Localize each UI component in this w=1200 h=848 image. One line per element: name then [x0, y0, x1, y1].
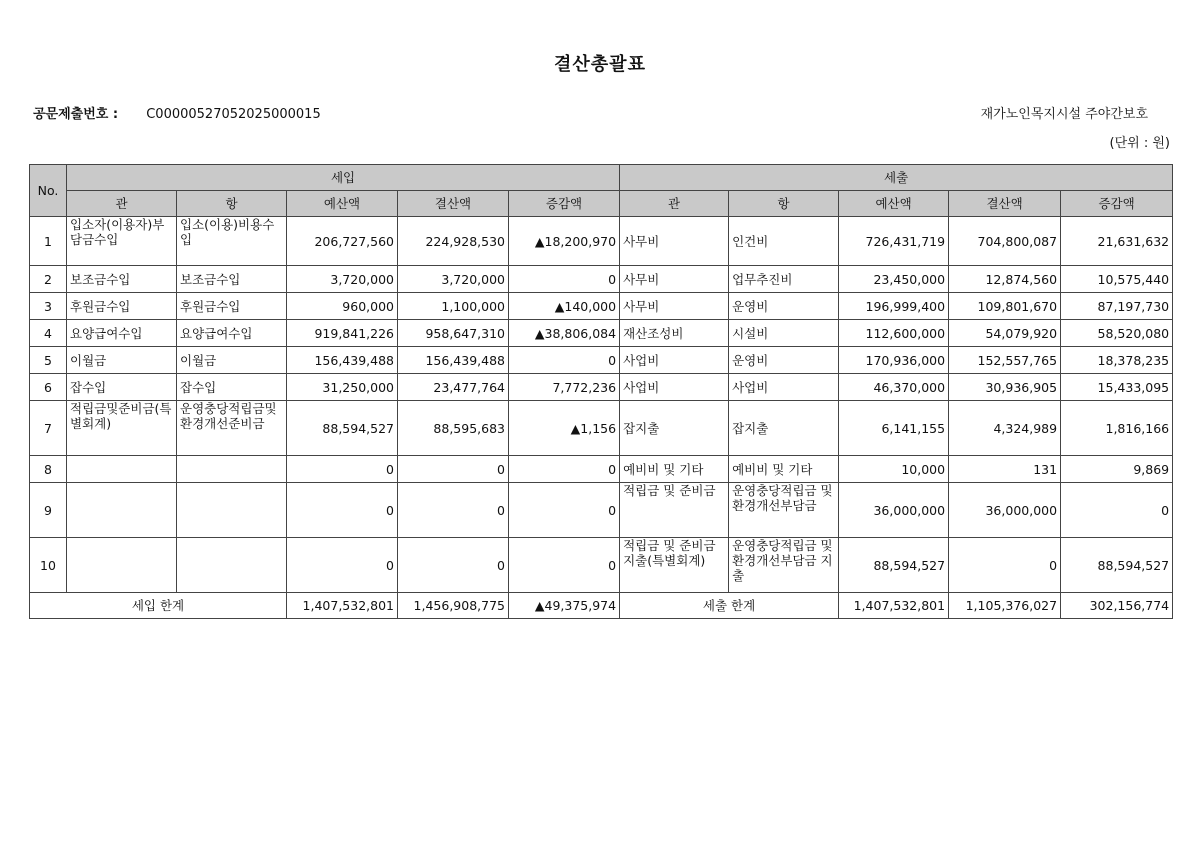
expense-budget: 23,450,000 — [839, 266, 949, 293]
row-no: 1 — [30, 217, 67, 266]
expense-settled: 30,936,905 — [949, 374, 1061, 401]
revenue-diff: 0 — [509, 538, 620, 593]
expense-diff: 21,631,632 — [1061, 217, 1173, 266]
table-row — [30, 456, 1173, 483]
revenue-diff: ▲38,806,084 — [509, 320, 620, 347]
row-no: 3 — [30, 293, 67, 320]
expense-settled: 152,557,765 — [949, 347, 1061, 374]
expense-budget: 10,000 — [839, 456, 949, 483]
row-no: 6 — [30, 374, 67, 401]
revenue-budget: 31,250,000 — [287, 374, 398, 401]
revenue-settled: 88,595,683 — [398, 401, 509, 456]
revenue-budget: 0 — [287, 456, 398, 483]
header-r-settled: 결산액 — [398, 191, 509, 217]
revenue-settled: 224,928,530 — [398, 217, 509, 266]
revenue-settled: 3,720,000 — [398, 266, 509, 293]
expense-gwan: 예비비 및 기타 — [620, 456, 729, 483]
revenue-settled: 156,439,488 — [398, 347, 509, 374]
expense-gwan: 재산조성비 — [620, 320, 729, 347]
revenue-settled: 0 — [398, 483, 509, 538]
unit-label: (단위 : 원) — [1109, 136, 1170, 151]
header-expense: 세출 — [620, 165, 1173, 191]
table-row — [30, 293, 1173, 320]
revenue-diff: 7,772,236 — [509, 374, 620, 401]
expense-budget: 36,000,000 — [839, 483, 949, 538]
expense-gwan: 사무비 — [620, 217, 729, 266]
expense-budget: 6,141,155 — [839, 401, 949, 456]
expense-diff: 10,575,440 — [1061, 266, 1173, 293]
revenue-settled: 23,477,764 — [398, 374, 509, 401]
revenue-hang: 이월금 — [177, 347, 287, 374]
revenue-settled: 0 — [398, 538, 509, 593]
revenue-budget: 88,594,527 — [287, 401, 398, 456]
revenue-diff: ▲1,156 — [509, 401, 620, 456]
expense-gwan: 사무비 — [620, 266, 729, 293]
revenue-diff: 0 — [509, 347, 620, 374]
revenue-diff: 0 — [509, 483, 620, 538]
facility-name: 재가노인목지시설 주야간보호 — [980, 107, 1148, 122]
expense-settled: 54,079,920 — [949, 320, 1061, 347]
expense-budget: 726,431,719 — [839, 217, 949, 266]
total-row — [30, 593, 1173, 619]
expense-budget: 112,600,000 — [839, 320, 949, 347]
expense-hang: 운영비 — [729, 347, 839, 374]
revenue-gwan: 후원금수입 — [67, 293, 177, 320]
expense-gwan: 사업비 — [620, 374, 729, 401]
row-no: 4 — [30, 320, 67, 347]
expense-settled: 109,801,670 — [949, 293, 1061, 320]
expense-budget: 88,594,527 — [839, 538, 949, 593]
expense-total-diff: 302,156,774 — [1061, 593, 1173, 619]
header-r-hang: 항 — [177, 191, 287, 217]
expense-gwan: 적립금 및 준비금 지출(특별회계) — [620, 538, 729, 593]
expense-gwan: 잡지출 — [620, 401, 729, 456]
revenue-budget: 0 — [287, 483, 398, 538]
revenue-hang — [177, 538, 287, 593]
header-no: No. — [30, 165, 67, 217]
revenue-hang: 후원금수입 — [177, 293, 287, 320]
revenue-total-label: 세입 한계 — [30, 593, 287, 619]
table-row — [30, 483, 1173, 538]
revenue-gwan: 잡수입 — [67, 374, 177, 401]
header-e-gwan: 관 — [620, 191, 729, 217]
header-r-gwan: 관 — [67, 191, 177, 217]
expense-settled: 131 — [949, 456, 1061, 483]
revenue-settled: 958,647,310 — [398, 320, 509, 347]
table-row — [30, 401, 1173, 456]
row-no: 9 — [30, 483, 67, 538]
revenue-settled: 1,100,000 — [398, 293, 509, 320]
header-e-hang: 항 — [729, 191, 839, 217]
revenue-gwan: 입소자(이용자)부담금수입 — [67, 217, 177, 266]
revenue-hang — [177, 456, 287, 483]
revenue-total-budget: 1,407,532,801 — [287, 593, 398, 619]
expense-diff: 58,520,080 — [1061, 320, 1173, 347]
revenue-gwan: 이월금 — [67, 347, 177, 374]
row-no: 5 — [30, 347, 67, 374]
revenue-budget: 206,727,560 — [287, 217, 398, 266]
expense-settled: 4,324,989 — [949, 401, 1061, 456]
revenue-hang: 요양급여수입 — [177, 320, 287, 347]
expense-gwan: 사무비 — [620, 293, 729, 320]
row-no: 2 — [30, 266, 67, 293]
revenue-hang: 입소(이용)비용수입 — [177, 217, 287, 266]
row-no: 8 — [30, 456, 67, 483]
revenue-gwan: 요양급여수입 — [67, 320, 177, 347]
table-row — [30, 266, 1173, 293]
expense-budget: 46,370,000 — [839, 374, 949, 401]
table-row — [30, 374, 1173, 401]
expense-hang: 잡지출 — [729, 401, 839, 456]
row-no: 10 — [30, 538, 67, 593]
expense-settled: 12,874,560 — [949, 266, 1061, 293]
header-e-settled: 결산액 — [949, 191, 1061, 217]
revenue-gwan — [67, 538, 177, 593]
revenue-hang: 잡수입 — [177, 374, 287, 401]
doc-number-label: 공문제출번호 : — [33, 107, 119, 122]
revenue-gwan — [67, 456, 177, 483]
settlement-table — [29, 164, 1173, 619]
expense-total-budget: 1,407,532,801 — [839, 593, 949, 619]
expense-hang: 운영비 — [729, 293, 839, 320]
revenue-budget: 3,720,000 — [287, 266, 398, 293]
revenue-hang: 보조금수입 — [177, 266, 287, 293]
revenue-budget: 960,000 — [287, 293, 398, 320]
expense-budget: 196,999,400 — [839, 293, 949, 320]
revenue-budget: 0 — [287, 538, 398, 593]
expense-diff: 1,816,166 — [1061, 401, 1173, 456]
expense-hang: 업무추진비 — [729, 266, 839, 293]
expense-hang: 사업비 — [729, 374, 839, 401]
revenue-budget: 919,841,226 — [287, 320, 398, 347]
revenue-gwan — [67, 483, 177, 538]
table-row — [30, 320, 1173, 347]
row-no: 7 — [30, 401, 67, 456]
revenue-diff: ▲18,200,970 — [509, 217, 620, 266]
expense-budget: 170,936,000 — [839, 347, 949, 374]
revenue-budget: 156,439,488 — [287, 347, 398, 374]
expense-diff: 88,594,527 — [1061, 538, 1173, 593]
doc-number-value: C00000527052025000015 — [146, 107, 321, 122]
expense-settled: 36,000,000 — [949, 483, 1061, 538]
expense-diff: 9,869 — [1061, 456, 1173, 483]
expense-diff: 87,197,730 — [1061, 293, 1173, 320]
header-revenue: 세입 — [67, 165, 620, 191]
revenue-hang: 운영충당적립금및환경개선준비금 — [177, 401, 287, 456]
expense-total-settled: 1,105,376,027 — [949, 593, 1061, 619]
table-row — [30, 347, 1173, 374]
table-row — [30, 217, 1173, 266]
expense-diff: 18,378,235 — [1061, 347, 1173, 374]
header-r-budget: 예산액 — [287, 191, 398, 217]
expense-settled: 704,800,087 — [949, 217, 1061, 266]
page-title: 결산총괄표 — [554, 54, 646, 75]
revenue-total-diff: ▲49,375,974 — [509, 593, 620, 619]
header-e-diff: 증감액 — [1061, 191, 1173, 217]
revenue-gwan: 보조금수입 — [67, 266, 177, 293]
revenue-hang — [177, 483, 287, 538]
expense-hang: 시설비 — [729, 320, 839, 347]
revenue-gwan: 적립금및준비금(특별회계) — [67, 401, 177, 456]
expense-hang: 인건비 — [729, 217, 839, 266]
revenue-settled: 0 — [398, 456, 509, 483]
revenue-diff: 0 — [509, 266, 620, 293]
expense-diff: 0 — [1061, 483, 1173, 538]
expense-hang: 운영충당적립금 및 환경개선부담금 지출 — [729, 538, 839, 593]
expense-hang: 운영충당적립금 및 환경개선부담금 — [729, 483, 839, 538]
expense-hang: 예비비 및 기타 — [729, 456, 839, 483]
header-e-budget: 예산액 — [839, 191, 949, 217]
revenue-diff: 0 — [509, 456, 620, 483]
expense-gwan: 사업비 — [620, 347, 729, 374]
expense-diff: 15,433,095 — [1061, 374, 1173, 401]
expense-settled: 0 — [949, 538, 1061, 593]
revenue-diff: ▲140,000 — [509, 293, 620, 320]
doc-number — [33, 103, 321, 122]
table-row — [30, 538, 1173, 593]
expense-total-label: 세출 한계 — [620, 593, 839, 619]
header-r-diff: 증감액 — [509, 191, 620, 217]
expense-gwan: 적립금 및 준비금 — [620, 483, 729, 538]
revenue-total-settled: 1,456,908,775 — [398, 593, 509, 619]
